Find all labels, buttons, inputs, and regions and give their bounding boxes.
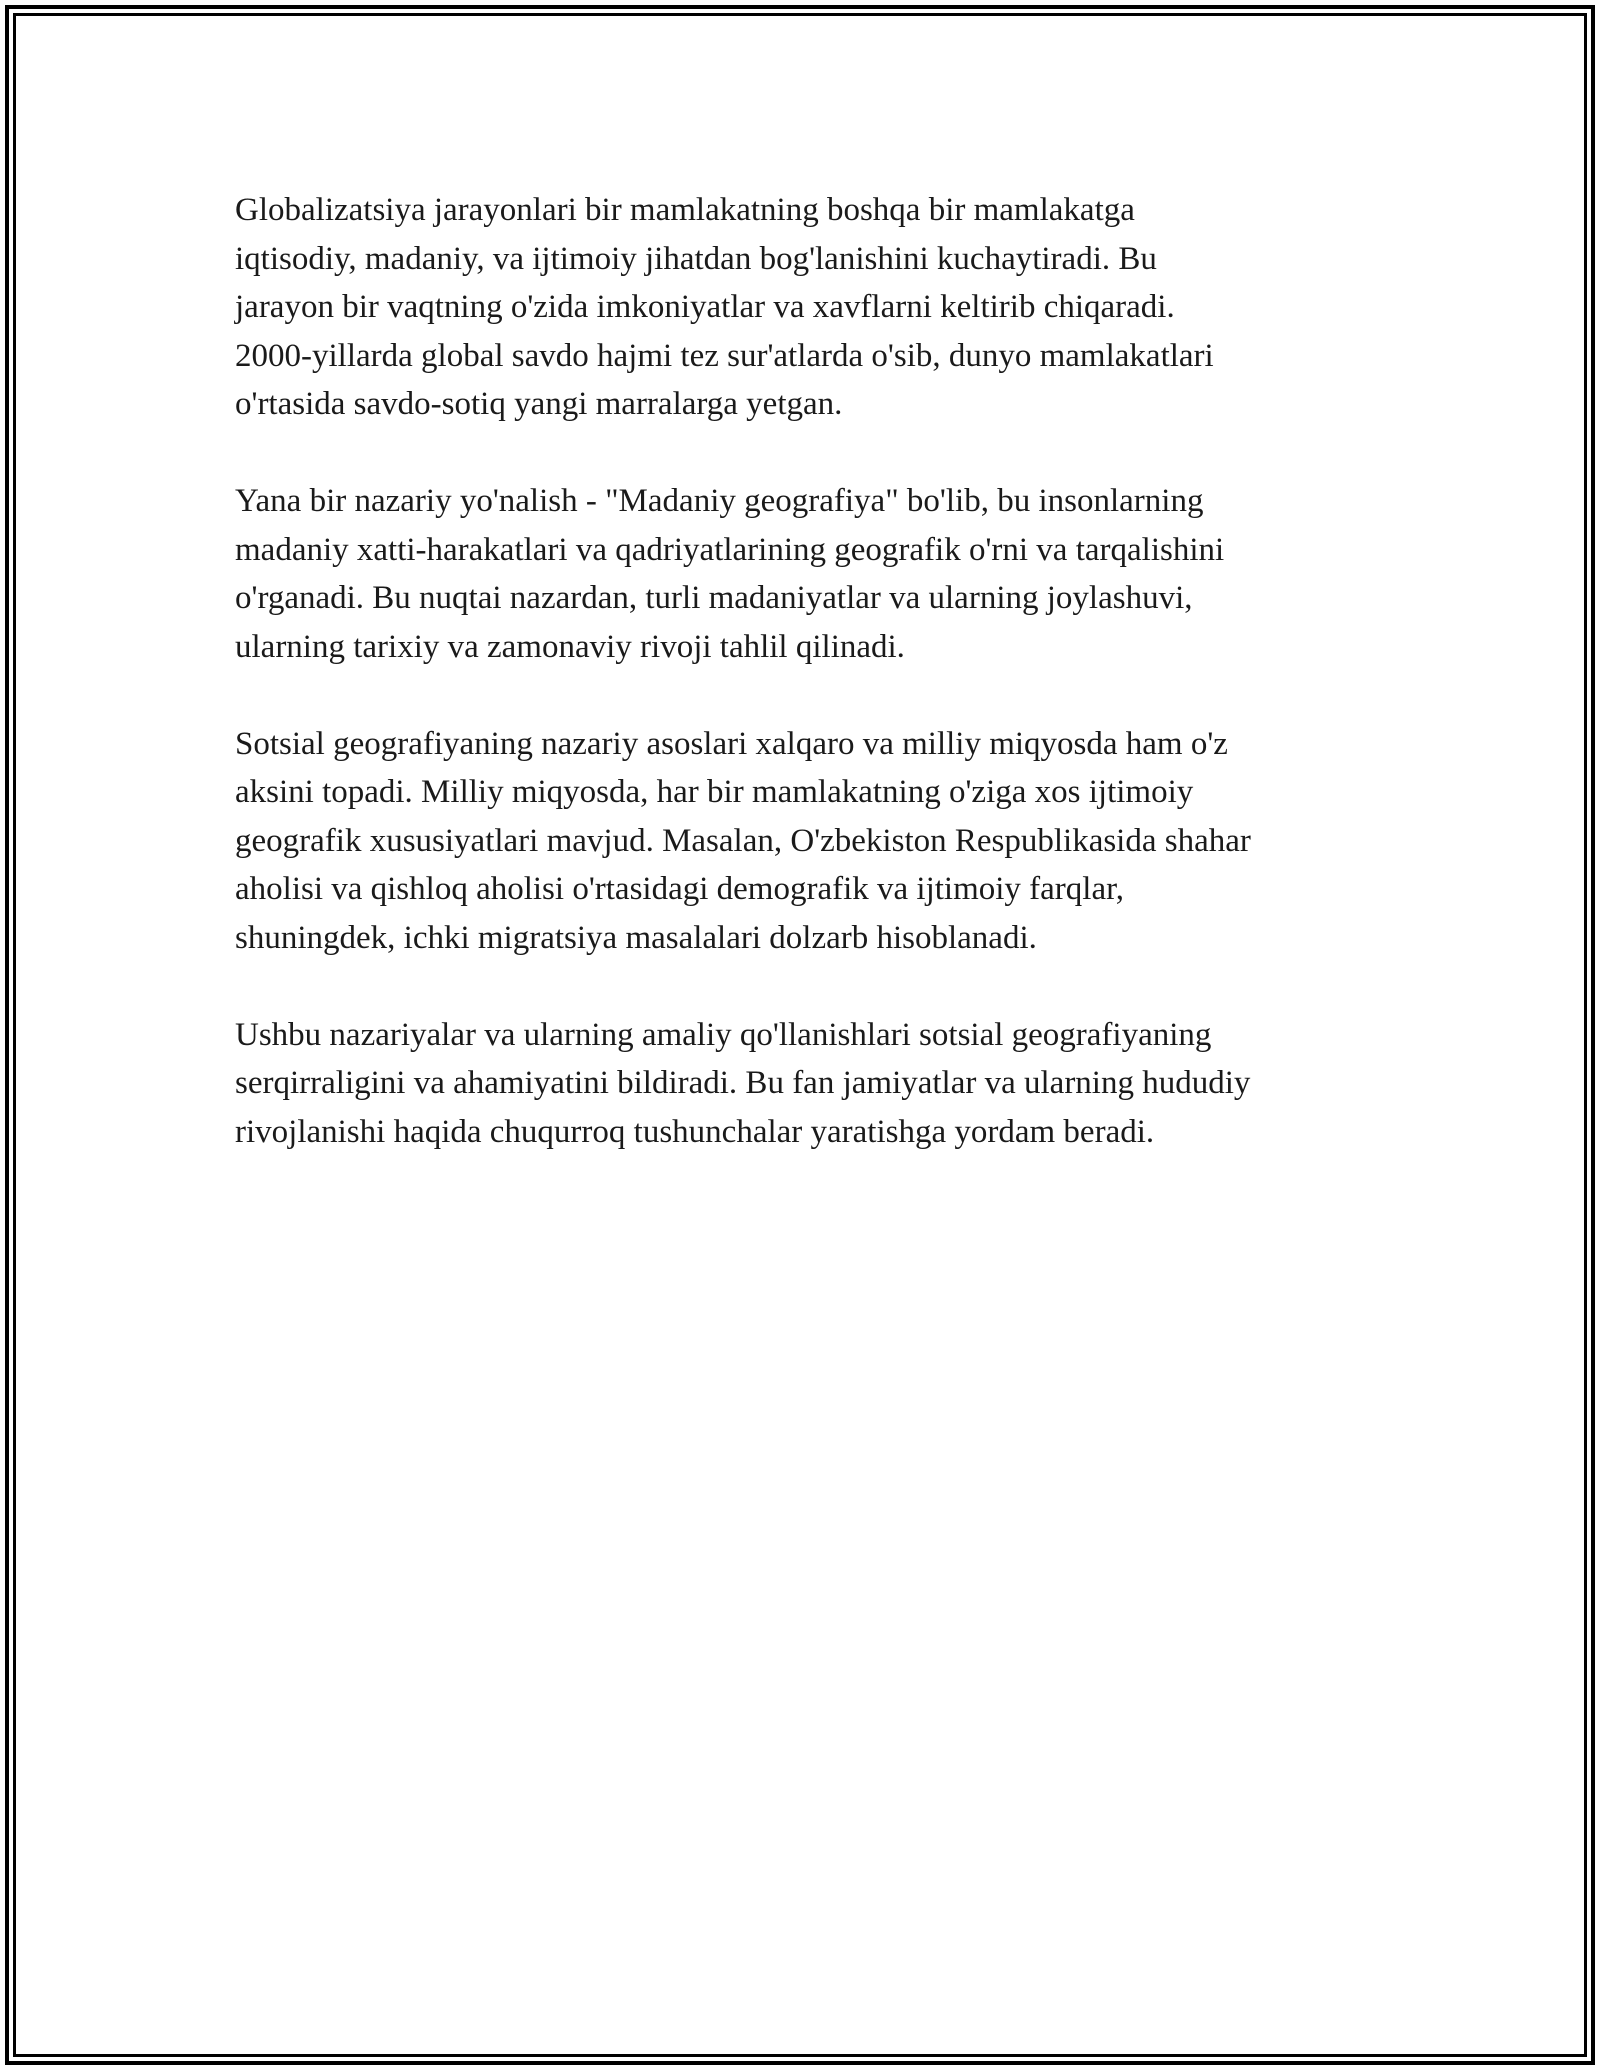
paragraph-conclusion: Ushbu nazariyalar va ularning amaliy qo'llanishlari sotsial geografiyaning serqirraligini va ahamiyatini bildiradi. Bu fan jamiyatlar va ularning hududiy rivojlanishi haqida chuqurroq tushunchalar yaratishga yordam beradi.: [235, 1016, 1251, 1150]
document-body: [235, 186, 1385, 1205]
paragraph-national-scale: Sotsial geografiyaning nazariy asoslari xalqaro va milliy miqyosda ham o'z aksini topadi. Milliy miqyosda, har bir mamlakatning o'ziga xos ijtimoiy geografik xususiyatlari mavjud. Masalan, O'zbekiston Respublikasida shahar aholisi va qishloq aholisi o'rtasidagi demografik va ijtimoiy farqlar, shuningdek, ichki migratsiya masalalari dolzarb hisoblanadi.: [235, 725, 1251, 956]
paragraph-globalization: Globalizatsiya jarayonlari bir mamlakatning boshqa bir mamlakatga iqtisodiy, madaniy, va ijtimoiy jihatdan bog'lanishini kuchaytiradi. Bu jarayon bir vaqtning o'zida imkoniyatlar va xavflarni keltirib chiqaradi. 2000-yillarda global savdo hajmi tez sur'atlarda o'sib, dunyo mamlakatlari o'rtasida savdo-sotiq yangi marralarga yetgan.: [235, 192, 1214, 422]
paragraph-cultural-geography: Yana bir nazariy yo'nalish - "Madaniy geografiya" bo'lib, bu insonlarning madaniy xatti-harakatlari va qadriyatlarining geografik o'rni va tarqalishini o'rganadi. Bu nuqtai nazardan, turli madaniyatlar va ularning joylashuvi, ularning tarixiy va zamonaviy rivoji tahlil qilinadi.: [235, 483, 1225, 665]
